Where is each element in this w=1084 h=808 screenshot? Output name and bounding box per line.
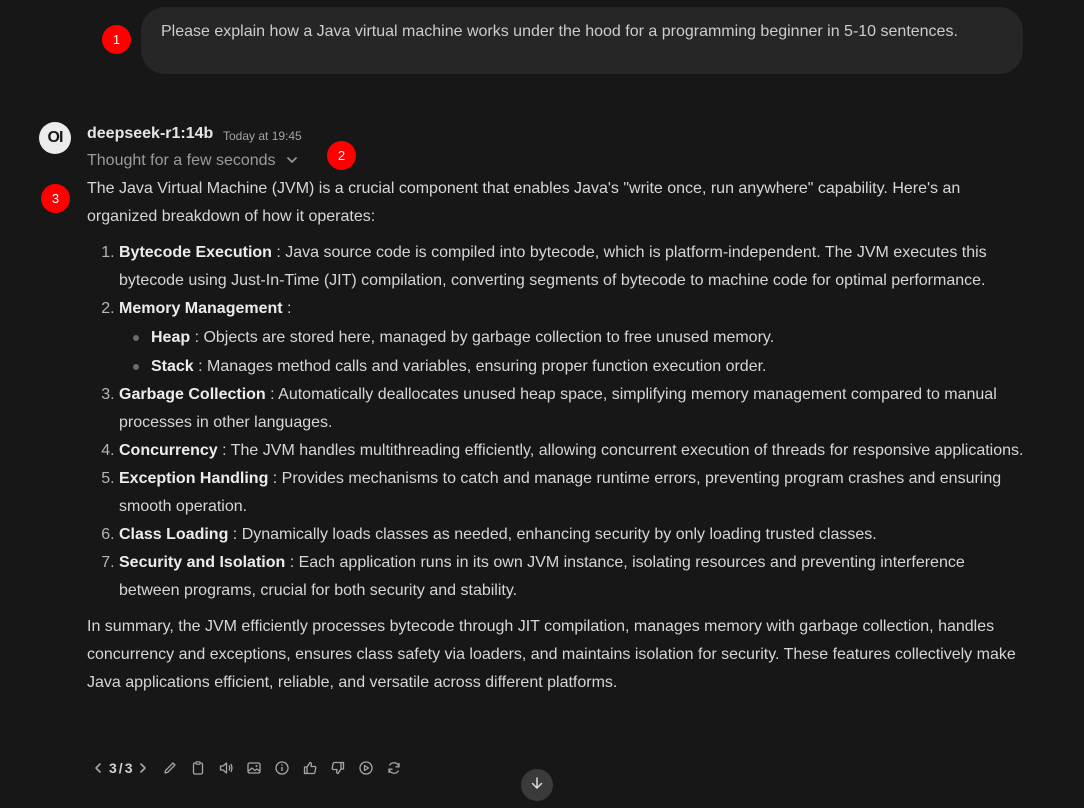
annotation-badge-1: 1 (102, 25, 131, 54)
model-avatar: OI (39, 122, 71, 154)
list-item (119, 381, 1027, 437)
list-item (119, 521, 1027, 549)
item-term: Memory Management (119, 300, 283, 317)
item-term: Stack (151, 358, 194, 375)
regenerate-icon[interactable] (380, 757, 408, 779)
annotation-badge-2: 2 (327, 141, 356, 170)
item-term: Class Loading (119, 526, 229, 543)
continue-icon[interactable] (352, 757, 380, 779)
chevron-left-icon[interactable] (89, 762, 107, 774)
pager-current: 3 (109, 760, 117, 776)
sub-list-item (151, 352, 1027, 381)
item-text: : Automatically deallocates unused heap space, simplifying memory management compared to manual processes in other languages. (119, 386, 997, 431)
assistant-response (87, 175, 1027, 697)
response-list (87, 239, 1027, 605)
item-text: : (282, 300, 292, 317)
response-pager (89, 760, 152, 776)
chevron-down-icon (286, 153, 298, 171)
item-term: Security and Isolation (119, 554, 286, 571)
message-action-bar (89, 757, 408, 779)
info-icon[interactable] (268, 757, 296, 779)
read-aloud-icon[interactable] (212, 757, 240, 779)
thought-toggle[interactable] (87, 151, 298, 171)
edit-icon[interactable] (156, 757, 184, 779)
message-timestamp: Today at 19:45 (223, 129, 302, 143)
thought-label: Thought for a few seconds (87, 152, 276, 169)
item-text: : Dynamically loads classes as needed, enhancing security by only loading trusted classes. (228, 526, 877, 543)
pager-total: 3 (124, 760, 133, 776)
list-item (119, 437, 1027, 465)
pager-separator: / (118, 760, 123, 776)
response-summary: In summary, the JVM efficiently processes bytecode through JIT compilation, manages memory with garbage collection, handles concurrency and exceptions, ensures class safety via loaders, and maintains isolation for security. These features collectively make Java applications efficient, reliable, and versatile across different platforms. (87, 618, 1016, 691)
copy-icon[interactable] (184, 757, 212, 779)
thumbs-up-icon[interactable] (296, 757, 324, 779)
item-text: : Each application runs in its own JVM instance, isolating resources and preventing interference between programs, crucial for both security and stability. (119, 554, 965, 599)
thumbs-down-icon[interactable] (324, 757, 352, 779)
item-term: Concurrency (119, 442, 218, 459)
chevron-right-icon[interactable] (134, 762, 152, 774)
item-term: Exception Handling (119, 470, 269, 487)
user-message-bubble: Please explain how a Java virtual machine works under the hood for a programming beginner in 5-10 sentences. (141, 7, 1023, 74)
item-text: : Provides mechanisms to catch and manage runtime errors, preventing program crashes and ensuring smooth operation. (119, 470, 1002, 515)
sub-list-item (151, 323, 1027, 352)
arrow-down-icon (529, 775, 545, 796)
item-text: : Manages method calls and variables, ensuring proper function execution order. (193, 358, 767, 375)
item-term: Bytecode Execution (119, 244, 272, 261)
item-text: : Java source code is compiled into bytecode, which is platform-independent. The JVM executes this bytecode using Just-In-Time (JIT) compilation, converting segments of bytecode to machine code for optimal performance. (119, 244, 987, 289)
list-item (119, 549, 1027, 605)
list-item (119, 239, 1027, 295)
item-text: : The JVM handles multithreading efficiently, allowing concurrent execution of threads for responsive applications. (217, 442, 1024, 459)
model-name: deepseek-r1:14b (87, 125, 214, 142)
item-term: Heap (151, 329, 191, 346)
annotation-badge-3: 3 (41, 184, 70, 213)
scroll-to-bottom-button[interactable] (521, 769, 553, 801)
item-term: Garbage Collection (119, 386, 266, 403)
sub-list (119, 323, 1027, 381)
list-item (119, 465, 1027, 521)
response-intro: The Java Virtual Machine (JVM) is a crucial component that enables Java's "write once, run anywhere" capability. Here's an organized breakdown of how it operates: (87, 180, 961, 225)
list-item (119, 295, 1027, 381)
image-icon[interactable] (240, 757, 268, 779)
item-text: : Objects are stored here, managed by garbage collection to free unused memory. (190, 329, 775, 346)
